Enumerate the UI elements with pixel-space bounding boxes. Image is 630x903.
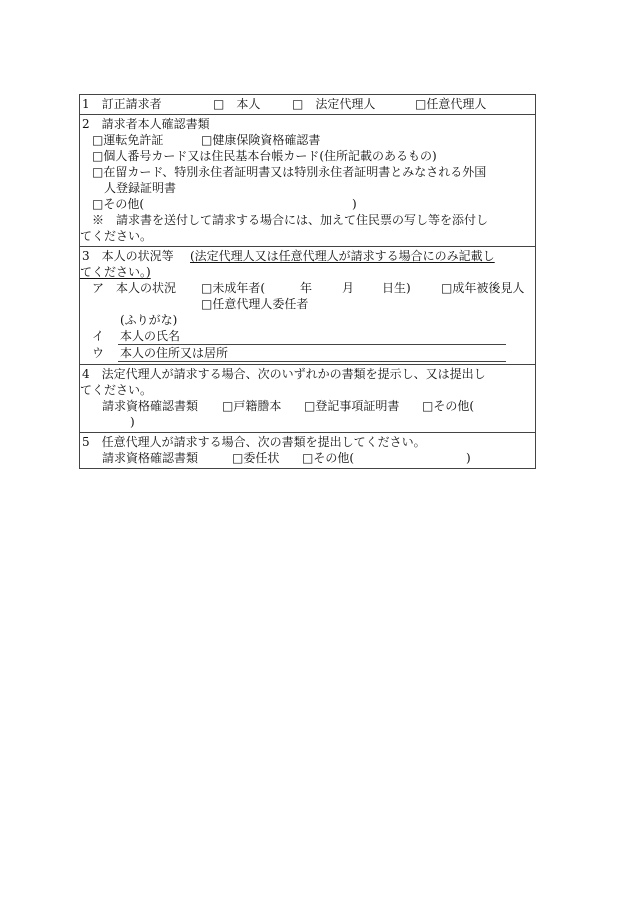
section-4-title: 4 法定代理人が請求する場合、次のいずれかの書類を提示し、又は提出し: [82, 367, 486, 381]
checkbox-health-insurance[interactable]: □健康保険資格確認書: [201, 133, 321, 147]
other-document-close: ): [352, 197, 357, 211]
section-1-title: 1 訂正請求者: [82, 97, 162, 111]
checkbox-power-of-attorney[interactable]: □委任状: [232, 451, 280, 465]
checkbox-other-document[interactable]: □その他(: [92, 197, 145, 211]
principal-name-label: 本人の氏名: [120, 329, 181, 343]
checkbox-other-agent-doc[interactable]: □その他(: [302, 451, 355, 465]
checkbox-registry-certificate[interactable]: □登記事項証明書: [304, 399, 400, 413]
principal-address-label: 本人の住所又は居所: [120, 346, 229, 360]
other-qualification-close: ): [130, 415, 135, 429]
agent-docs-label: 請求資格確認書類: [102, 451, 199, 465]
correction-request-form: [79, 94, 536, 469]
section-5-title: 5 任意代理人が請求する場合、次の書類を提出してください。: [82, 435, 426, 449]
birth-month-label: 月: [342, 281, 355, 295]
checkbox-voluntary-agent[interactable]: □任意代理人: [415, 97, 487, 111]
other-agent-doc-close: ): [466, 451, 471, 465]
mail-request-note-continued: てください。: [80, 229, 153, 243]
qualification-docs-label: 請求資格確認書類: [102, 399, 199, 413]
section-identity-documents: [80, 114, 535, 246]
checkbox-legal-representative[interactable]: □ 法定代理人: [292, 97, 376, 111]
checkbox-delegator[interactable]: □任意代理人委任者: [201, 297, 309, 311]
section-3-title: 3 本人の状況等: [82, 249, 174, 263]
mail-request-note: ※ 請求書を送付して請求する場合には、加えて住民票の写し等を添付し: [92, 213, 489, 227]
section-legal-representative-docs: [80, 364, 535, 432]
birth-day-label: 日生): [382, 281, 411, 295]
section-voluntary-agent-docs: [80, 432, 535, 468]
section-principal-status: [80, 246, 535, 364]
section-3-instruction: (法定代理人又は任意代理人が請求する場合にのみ記載し: [190, 249, 495, 263]
section-requester: [80, 95, 535, 114]
checkbox-self[interactable]: □ 本人: [213, 97, 261, 111]
principal-status-label: ア 本人の状況: [92, 281, 177, 295]
checkbox-residence-card[interactable]: □在留カード、特別永住者証明書又は特別永住者証明書とみなされる外国: [92, 165, 487, 179]
checkbox-adult-ward[interactable]: □成年被後見人: [441, 281, 525, 295]
principal-address-marker: ウ: [92, 346, 105, 360]
checkbox-my-number-card[interactable]: □個人番号カード又は住民基本台帳カード(住所記載のあるもの): [92, 149, 437, 163]
birth-year-label: 年: [300, 281, 313, 295]
checkbox-drivers-license[interactable]: □運転免許証: [92, 133, 164, 147]
principal-address-field[interactable]: [118, 361, 506, 362]
checkbox-minor[interactable]: □未成年者(: [201, 281, 266, 295]
checkbox-other-qualification[interactable]: □その他(: [422, 399, 475, 413]
section-2-title: 2 請求者本人確認書類: [82, 117, 210, 131]
checkbox-family-register[interactable]: □戸籍謄本: [222, 399, 282, 413]
section-3-instruction-continued: てください。): [80, 265, 151, 279]
principal-name-marker: イ: [92, 329, 105, 343]
furigana-label: (ふりがな): [120, 313, 178, 327]
section-4-title-continued: てください。: [80, 383, 153, 397]
residence-card-continued: 人登録証明書: [104, 181, 177, 195]
